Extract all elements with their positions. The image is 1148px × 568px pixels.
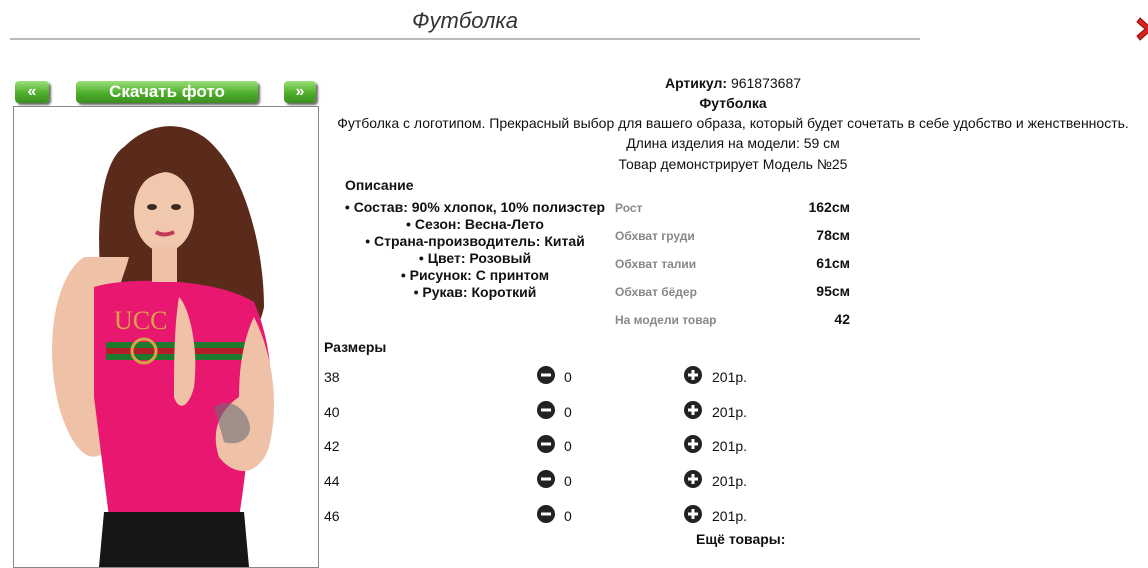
description-item: • Рисунок: С принтом	[340, 267, 610, 284]
measurement-label: На модели товар	[615, 313, 717, 327]
size-label: 40	[324, 404, 340, 420]
article-line	[330, 75, 1136, 91]
page-title: Футболка	[412, 8, 518, 33]
price-value: 201р.	[712, 508, 748, 524]
product-name: Футболка	[699, 95, 767, 111]
close-icon	[1134, 14, 1148, 44]
description-item: • Цвет: Розовый	[340, 250, 610, 267]
description-list	[340, 199, 610, 301]
svg-text:UCC: UCC	[114, 306, 168, 335]
description-item: • Страна-производитель: Китай	[340, 233, 610, 250]
measurement-value: 42	[834, 311, 850, 327]
quantity-value: 0	[564, 508, 572, 524]
product-model: Товар демонстрирует Модель №25	[618, 156, 848, 172]
product-length: Длина изделия на модели: 59 см	[626, 135, 840, 151]
price-value: 201р.	[712, 438, 748, 454]
minus-icon[interactable]	[537, 366, 555, 384]
minus-icon[interactable]	[537, 505, 555, 523]
plus-icon[interactable]	[684, 470, 702, 488]
title-divider	[10, 38, 920, 40]
size-label: 38	[324, 369, 340, 385]
minus-icon[interactable]	[537, 435, 555, 453]
size-row	[324, 505, 764, 527]
measurement-value: 95см	[816, 283, 850, 299]
measurement-value: 78см	[816, 227, 850, 243]
download-photo-button[interactable]: Скачать фото	[76, 81, 258, 103]
price-value: 201р.	[712, 404, 748, 420]
measurement-label: Обхват груди	[615, 229, 695, 243]
measurement-row	[615, 227, 850, 247]
prev-photo-button[interactable]: «	[15, 81, 49, 103]
size-label: 42	[324, 438, 340, 454]
plus-icon[interactable]	[684, 366, 702, 384]
price-value: 201р.	[712, 369, 748, 385]
minus-icon[interactable]	[537, 401, 555, 419]
minus-icon[interactable]	[537, 470, 555, 488]
quantity-value: 0	[564, 473, 572, 489]
size-row	[324, 401, 764, 423]
measurement-value: 162см	[808, 199, 850, 215]
more-products-heading: Ещё товары:	[696, 531, 786, 547]
description-item: • Состав: 90% хлопок, 10% полиэстер	[340, 199, 610, 216]
size-label: 46	[324, 508, 340, 524]
measurement-label: Рост	[615, 201, 643, 215]
sizes-heading: Размеры	[324, 339, 387, 355]
article-number: 961873687	[730, 75, 802, 91]
measurement-label: Обхват талии	[615, 257, 697, 271]
quantity-value: 0	[564, 438, 572, 454]
measurement-row	[615, 255, 850, 275]
product-text: Футболка с логотипом. Прекрасный выбор для вашего образа, который будет сочетать в себе удобство и женственность.	[337, 115, 1129, 131]
plus-icon[interactable]	[684, 435, 702, 453]
size-row	[324, 435, 764, 457]
size-row	[324, 366, 764, 388]
description-heading: Описание	[345, 177, 414, 193]
measurement-row	[615, 311, 850, 331]
close-button[interactable]	[1134, 14, 1148, 44]
description-item: • Сезон: Весна-Лето	[340, 216, 610, 233]
article-label: Артикул:	[664, 75, 728, 91]
size-label: 44	[324, 473, 340, 489]
model-photo-image	[14, 107, 318, 567]
plus-icon[interactable]	[684, 505, 702, 523]
measurement-label: Обхват бёдер	[615, 285, 697, 299]
quantity-value: 0	[564, 369, 572, 385]
plus-icon[interactable]	[684, 401, 702, 419]
next-photo-button[interactable]: »	[284, 81, 316, 103]
measurement-row	[615, 283, 850, 303]
description-item: • Рукав: Короткий	[340, 284, 610, 301]
measurement-row	[615, 199, 850, 219]
measurement-value: 61см	[816, 255, 850, 271]
product-photo	[13, 106, 319, 568]
quantity-value: 0	[564, 404, 572, 420]
size-row	[324, 470, 764, 492]
price-value: 201р.	[712, 473, 748, 489]
